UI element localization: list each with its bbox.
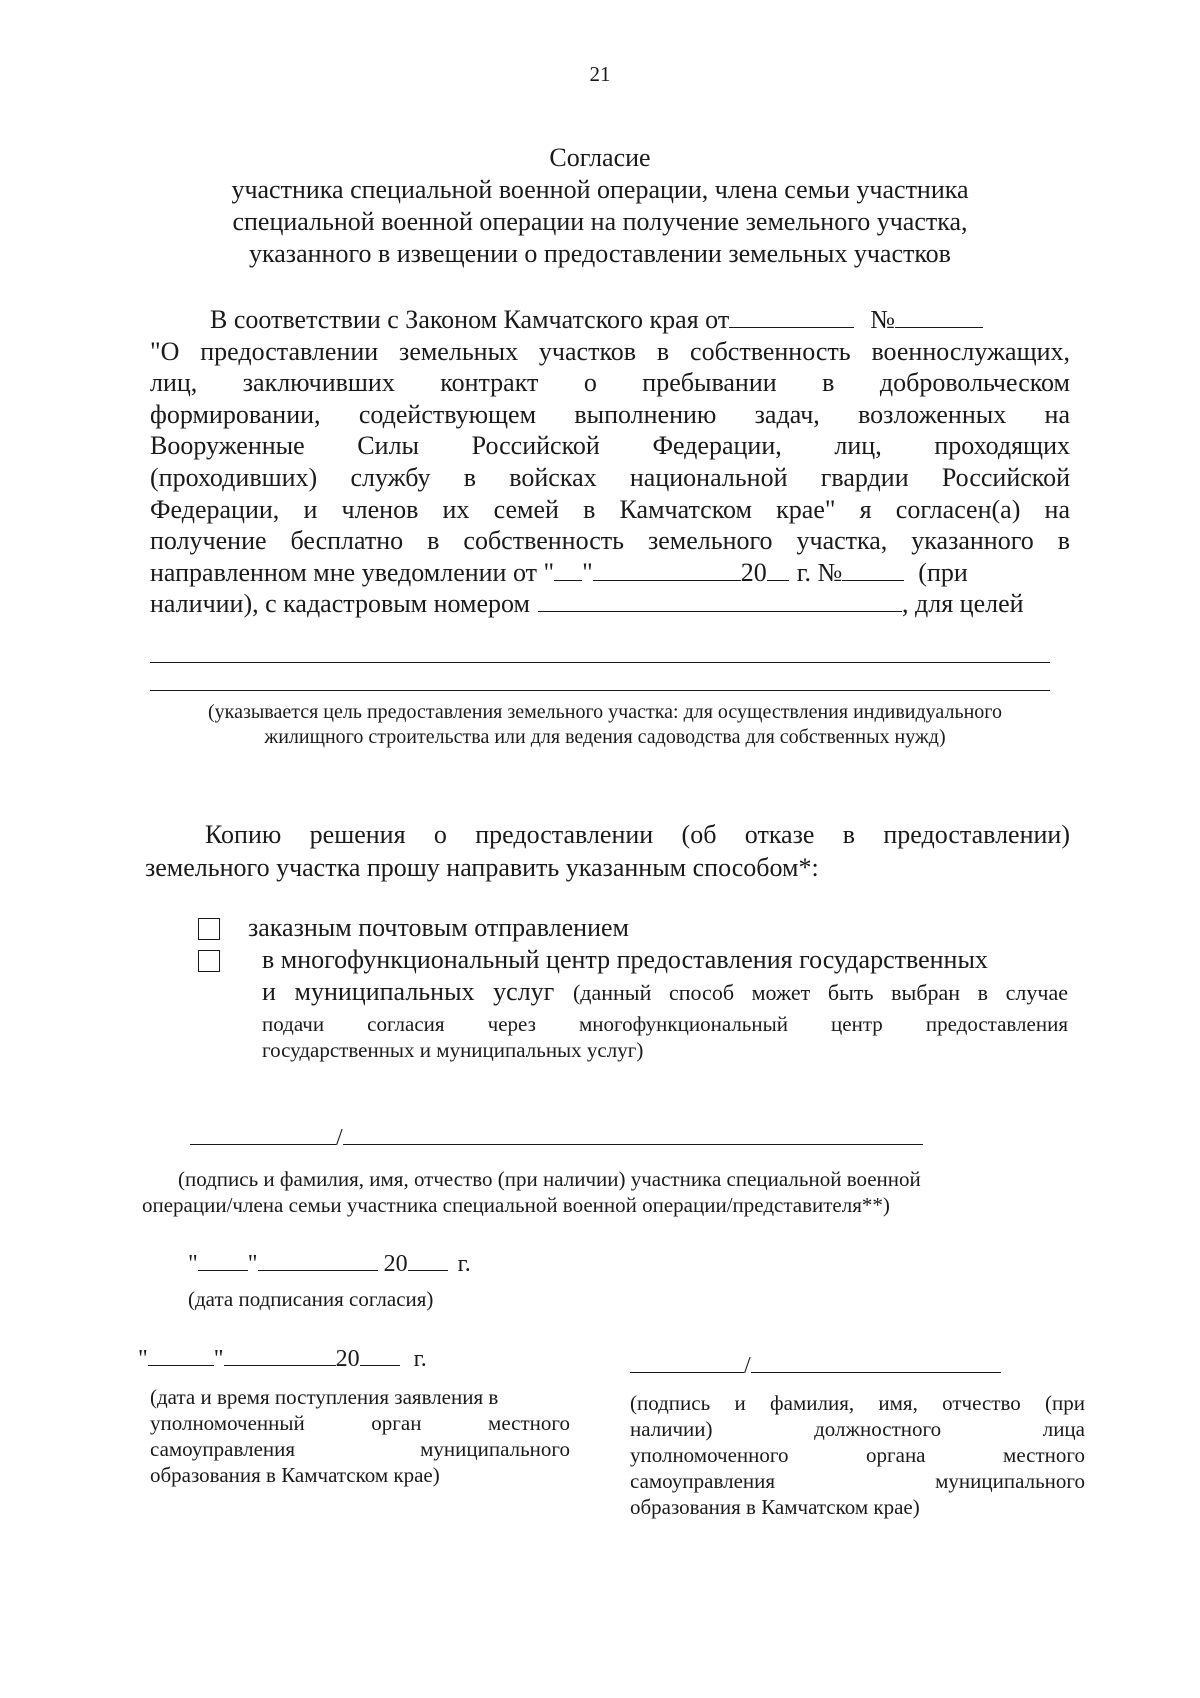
- applicant-signature-field[interactable]: [190, 1124, 336, 1145]
- copy-request: [145, 818, 1070, 884]
- title-line-3: специальной военной операции на получение земельного участка,: [232, 207, 968, 236]
- sign-year-field[interactable]: [408, 1250, 448, 1271]
- law-reference-text: В соответствии с Законом Камчатского края от: [210, 305, 730, 334]
- mfc-delivery-option: [262, 944, 1068, 1063]
- official-caption-line-2: наличии) должностного лица: [630, 1417, 1085, 1441]
- mfc-note-text: (данный способ может быть выбран в случае: [572, 980, 1069, 1005]
- notice-year-field[interactable]: [767, 560, 789, 581]
- cadastral-label: наличии), с кадастровым номером: [150, 589, 531, 619]
- purpose-label: , для целей: [902, 589, 1024, 619]
- page-number: 21: [589, 62, 611, 86]
- notice-number-label: г. №: [796, 557, 843, 587]
- receipt-year-suffix: г.: [413, 1346, 427, 1372]
- mfc-label-text: и муниципальных услуг: [262, 977, 555, 1006]
- postal-delivery-label: заказным почтовым отправлением: [248, 913, 629, 942]
- applicant-signature-caption: [142, 1166, 1062, 1218]
- sign-date-quote-close: ": [247, 1251, 258, 1277]
- official-name-field[interactable]: [751, 1352, 1001, 1373]
- receipt-caption-line-3: самоуправления муниципального: [150, 1437, 570, 1461]
- document-title: [0, 142, 1200, 270]
- mfc-label-line-1: в многофункциональный центр предоставления государственных: [262, 945, 988, 974]
- mfc-delivery-checkbox[interactable]: [198, 950, 220, 972]
- notice-number-field[interactable]: [842, 560, 904, 581]
- notice-year-prefix: 20: [740, 557, 767, 587]
- official-caption-line-3: уполномоченного органа местного: [630, 1443, 1085, 1467]
- title-line-1: Согласие: [549, 143, 651, 172]
- receipt-caption-line-1: (дата и время поступления заявления в: [150, 1385, 499, 1409]
- official-caption-line-5: образования в Камчатском крае): [630, 1495, 920, 1519]
- sign-month-field[interactable]: [258, 1250, 378, 1271]
- sign-day-field[interactable]: [198, 1250, 248, 1271]
- body-line-5: Вооруженные Силы Российской Федерации, лиц, проходящих: [150, 431, 1070, 461]
- law-date-field[interactable]: [729, 307, 854, 328]
- official-signature-row: [630, 1352, 1001, 1380]
- notice-text: направленном мне уведомлении от ": [150, 557, 555, 587]
- title-line-2: участника специальной военной операции, члена семьи участника: [231, 175, 969, 204]
- signature-caption-line-1: (подпись и фамилия, имя, отчество (при наличии) участника специальной военной: [178, 1167, 921, 1191]
- body-line-7: Федерации, и членов их семей в Камчатском крае" я согласен(а) на: [150, 494, 1070, 524]
- receipt-year-field[interactable]: [360, 1345, 400, 1366]
- purpose-line-2[interactable]: [150, 690, 1050, 691]
- applicant-signature-row: [190, 1124, 923, 1152]
- notice-day-field[interactable]: [554, 560, 582, 581]
- sign-date-caption: (дата подписания согласия): [188, 1287, 434, 1311]
- title-line-4: указанного в извещении о предоставлении земельных участков: [249, 239, 951, 268]
- notice-quote: ": [582, 557, 593, 587]
- notice-month-field[interactable]: [593, 560, 741, 581]
- receipt-date-quote-close: ": [213, 1346, 224, 1372]
- receipt-date-row: [138, 1345, 427, 1373]
- receipt-date-caption: [150, 1384, 570, 1488]
- signature-caption-line-2: операции/члена семьи участника специальной военной операции/представителя**): [142, 1193, 890, 1217]
- receipt-month-field[interactable]: [224, 1345, 336, 1366]
- official-signature-slash: /: [744, 1353, 751, 1379]
- signature-slash: /: [336, 1125, 343, 1151]
- body-line-9: [150, 557, 1070, 589]
- mfc-label-line-2: [262, 976, 1068, 1009]
- mfc-note-line-4: государственных и муниципальных услуг): [262, 1038, 644, 1062]
- sign-year-suffix: г.: [457, 1251, 471, 1277]
- sign-year-prefix: 20: [383, 1251, 408, 1277]
- receipt-year-prefix: 20: [335, 1346, 360, 1372]
- receipt-date-quote-open: ": [138, 1346, 148, 1372]
- body-line-4: формировании, содействующем выполнению задач, возложенных на: [150, 399, 1070, 429]
- mfc-note-line-3: подачи согласия через многофункциональный центр предоставления: [262, 1012, 1068, 1036]
- body-line-6: (проходивших) службу в войсках национальной гвардии Российской: [150, 462, 1070, 492]
- official-signature-field[interactable]: [630, 1352, 744, 1373]
- law-number-field[interactable]: [895, 307, 983, 328]
- purpose-line-1[interactable]: [150, 662, 1050, 663]
- cadastral-number-field[interactable]: [538, 591, 902, 612]
- copy-request-line-2: земельного участка прошу направить указанным способом*:: [145, 853, 819, 882]
- official-signature-caption: [630, 1390, 1085, 1520]
- body-line-8: получение бесплатно в собственность земельного участка, указанного в: [150, 526, 1070, 556]
- law-number-sign: №: [870, 305, 895, 334]
- notice-optional-text: (при: [918, 557, 968, 587]
- consent-paragraph: [150, 304, 1070, 620]
- purpose-note: (указывается цель предоставления земельного участка: для осуществления индивидуального жилищного строительства или для ведения садоводства для собственных нужд): [208, 701, 1002, 748]
- receipt-day-field[interactable]: [148, 1345, 214, 1366]
- sign-date-quote-open: ": [188, 1251, 198, 1277]
- official-caption-line-4: самоуправления муниципального: [630, 1469, 1085, 1493]
- official-caption-line-1: (подпись и фамилия, имя, отчество (при: [630, 1391, 1085, 1415]
- body-line-10: [150, 588, 1070, 620]
- body-line-3: лиц, заключивших контракт о пребывании в добровольческом: [150, 368, 1070, 398]
- postal-delivery-checkbox[interactable]: [198, 918, 220, 940]
- copy-request-line-1: Копию решения о предоставлении (об отказе в предоставлении): [205, 820, 1070, 849]
- sign-date-row: [188, 1250, 471, 1278]
- receipt-caption-line-2: уполномоченный орган местного: [150, 1411, 570, 1435]
- receipt-caption-line-4: образования в Камчатском крае): [150, 1463, 440, 1487]
- applicant-name-field[interactable]: [343, 1124, 923, 1145]
- body-line-2: "О предоставлении земельных участков в собственность военнослужащих,: [150, 336, 1070, 366]
- body-line-1: [150, 304, 1070, 336]
